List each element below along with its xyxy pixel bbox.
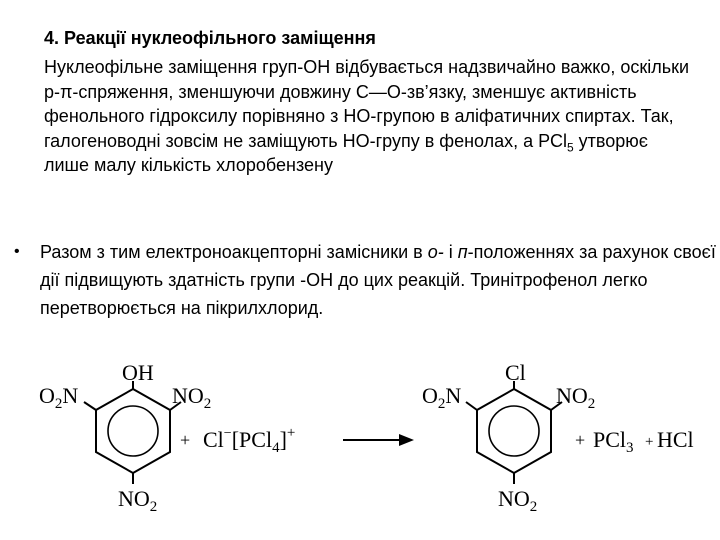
- product-aromatic-circle: [489, 406, 539, 456]
- product-left-bond: [466, 402, 477, 410]
- reactant-aromatic-circle: [108, 406, 158, 456]
- reagent-plus: +: [180, 430, 191, 450]
- reactant-no2-right-label: $NO_2$: [172, 383, 212, 412]
- product-cl-label: Cl: [505, 360, 526, 385]
- bullet-icon: •: [14, 243, 20, 260]
- para-label: п: [457, 242, 468, 262]
- paragraph-tail: утворює лише малу кількість хлоробензену: [44, 130, 648, 175]
- reactant-oh-label: OH: [122, 360, 154, 385]
- reactant-ring: [96, 389, 170, 473]
- product-molecule: [466, 381, 562, 484]
- product-ring: [477, 389, 551, 473]
- product-o2n-label: $O_2N$: [422, 383, 462, 412]
- reactant-o2n-label: $O_2N$: [39, 383, 79, 412]
- reactant-left-bond: [84, 402, 96, 410]
- paragraph-main: Нуклеофільне заміщення груп-ОН відбувається надзвичайно важко, оскільки р-π-спряження, зменшуючи довжину С—О-зв’язку, зменшує активність фенольного гідроксилу порівняно з НО-групою в аліфатичних спиртах. Так, галогеноводні зовсім не заміщують НО-групу в фенолах, а РСl: [44, 57, 690, 151]
- bullet-text: Разом з тим електроноакцепторні замісники в о- і п-положеннях за рахунок своєї дії підвищують здатність групи -ОН до цих реакцій. Тринітрофенол легко перетворюється на пікрилхлорид.: [40, 242, 716, 318]
- reactant-molecule: [84, 381, 181, 484]
- reaction-arrow-icon: [343, 434, 414, 446]
- byproduct-plus-1: +: [575, 430, 586, 450]
- reactant-no2-bottom-label: $NO_2$: [118, 486, 158, 515]
- hcl-label: HCl: [657, 427, 694, 452]
- product-no2-right-label: $NO_2$: [556, 383, 596, 412]
- slide-heading: 4. Реакції нуклеофільного заміщення: [44, 28, 376, 48]
- pcl3-label: PCl$_3$: [593, 427, 634, 456]
- paragraph-subscript: 5: [566, 140, 574, 155]
- product-no2-bottom-label: $NO_2$: [498, 486, 538, 515]
- reagent-pcl5-label: Cl−[PCl$_4$]+: [203, 425, 296, 456]
- byproduct-plus-2: +: [645, 434, 654, 450]
- ortho-label: о-: [427, 242, 444, 262]
